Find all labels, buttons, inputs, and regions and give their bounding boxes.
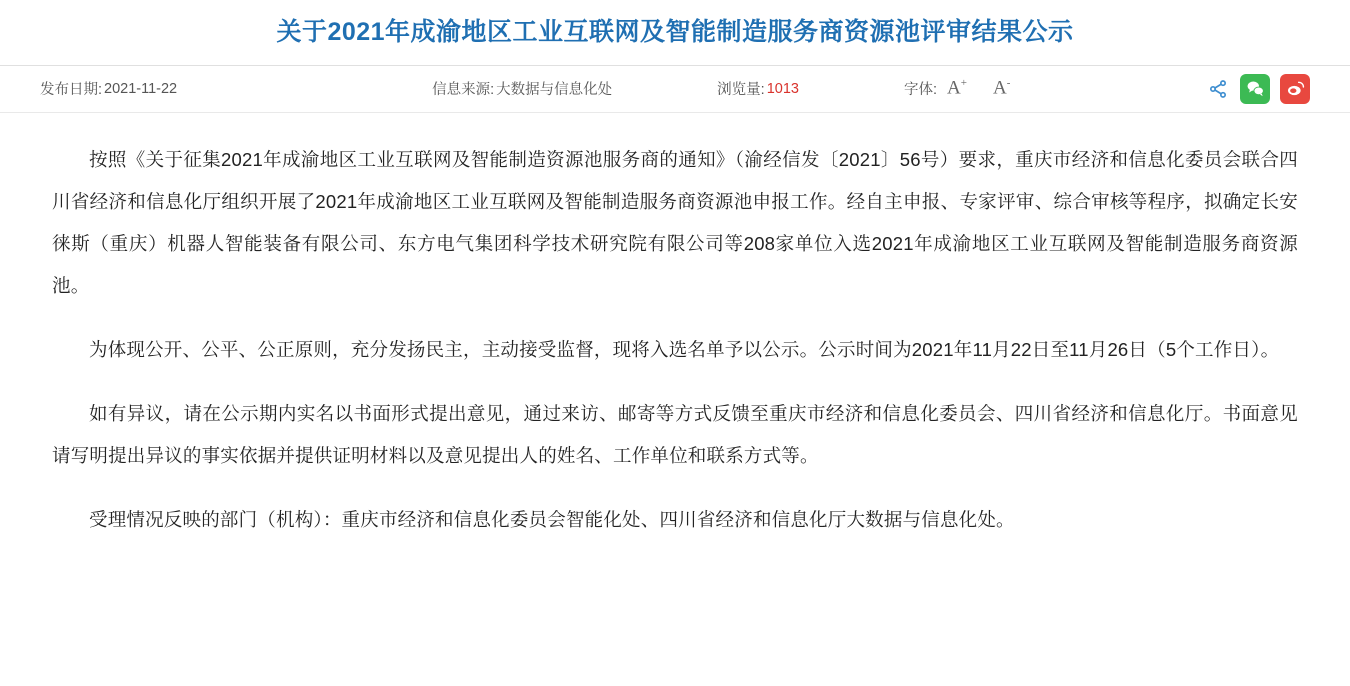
- font-size-label: 字体:: [903, 81, 937, 98]
- paragraph: 为体现公开、公平、公正原则，充分发扬民主，主动接受监督，现将入选名单予以公示。公示时间为2021年11月22日至11月26日（5个工作日）。: [89, 338, 1280, 360]
- font-decrease-button[interactable]: [993, 77, 1010, 99]
- wechat-glyph: [1246, 79, 1265, 98]
- weibo-icon[interactable]: [1280, 74, 1310, 104]
- page-title: 关于2021年成渝地区工业互联网及智能制造服务商资源池评审结果公示: [276, 18, 1074, 46]
- view-count-value: 1013: [766, 80, 799, 97]
- font-decrease-sign: -: [1006, 77, 1011, 90]
- font-decrease-letter: A: [992, 77, 1007, 99]
- source-label: 信息来源:: [432, 82, 495, 98]
- share-glyph: [1208, 79, 1228, 99]
- weibo-glyph: [1286, 79, 1305, 98]
- publish-date-label: 发布日期:: [40, 82, 103, 98]
- paragraph: 受理情况反映的部门（机构）：重庆市经济和信息化委员会智能化处、四川省经济和信息化厅大数据与信息化处。: [89, 508, 1015, 530]
- paragraph: 按照《关于征集2021年成渝地区工业互联网及智能制造资源池服务商的通知》（渝经信发〔2021〕56号）要求，重庆市经济和信息化委员会联合四川省经济和信息化厅组织开展了2021年成渝地区工业互联网及智能制造服务商资源池申报工作。经自主申报、专家评审、综合审核等程序，拟确定长安徕斯（重庆）机器人智能装备有限公司、东方电气集团科学技术研究院有限公司等208家单位入选2021年成渝地区工业互联网及智能制造服务商资源池。: [52, 148, 1298, 296]
- title-bar: [0, 0, 1350, 65]
- publish-date-value: 2021-11-22: [104, 80, 178, 97]
- source-value: 大数据与信息化处: [496, 82, 613, 98]
- share-bar: [1206, 74, 1310, 104]
- font-increase-button[interactable]: [947, 77, 967, 99]
- source: [432, 78, 612, 99]
- font-size-control: [904, 77, 1036, 99]
- article-meta-bar: [0, 65, 1350, 113]
- paragraph: 如有异议，请在公示期内实名以书面形式提出意见，通过来访、邮寄等方式反馈至重庆市经济和信息化委员会、四川省经济和信息化厅。书面意见请写明提出异议的事实依据并提供证明材料以及意见提出人的姓名、工作单位和联系方式等。: [52, 402, 1298, 466]
- font-increase-sign: +: [960, 77, 967, 90]
- font-increase-letter: A: [947, 77, 961, 99]
- article-body: [0, 113, 1350, 541]
- font-size-buttons: [947, 77, 1036, 99]
- share-icon[interactable]: [1206, 74, 1230, 104]
- publish-date: [40, 78, 177, 99]
- view-count-label: 浏览量:: [717, 82, 765, 98]
- view-count: [717, 78, 799, 99]
- wechat-icon[interactable]: [1240, 74, 1270, 104]
